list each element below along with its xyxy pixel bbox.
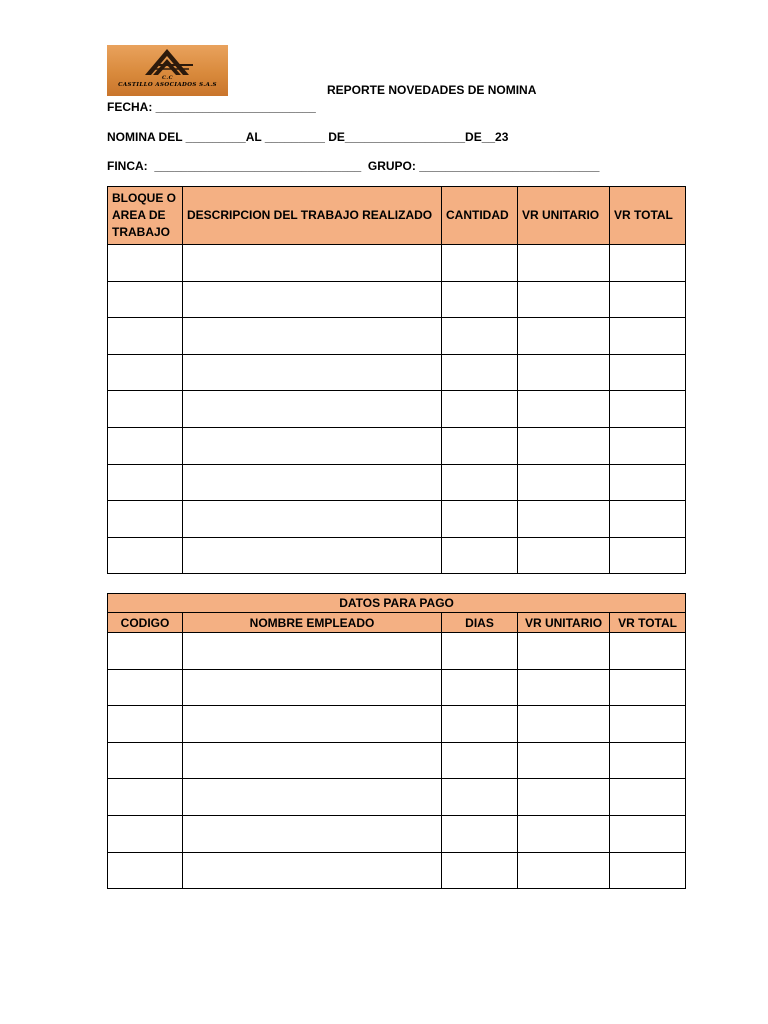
table-cell[interactable]	[183, 427, 442, 464]
table-row	[108, 537, 686, 574]
table-cell[interactable]	[610, 852, 686, 889]
table-row	[108, 281, 686, 318]
table-cell[interactable]	[518, 815, 610, 852]
table-cell[interactable]	[518, 391, 610, 428]
table-row	[108, 501, 686, 538]
table-row	[108, 245, 686, 282]
table-cell[interactable]	[183, 669, 442, 706]
table-cell[interactable]	[518, 779, 610, 816]
col-vr-total-header: VR TOTAL	[610, 613, 686, 633]
table-row	[108, 815, 686, 852]
col-descripcion-header: DESCRIPCION DEL TRABAJO REALIZADO	[183, 187, 442, 245]
nomina-line: NOMINA DEL _________AL _________ DE__________________DE__23	[107, 130, 509, 144]
table-cell[interactable]	[610, 633, 686, 670]
table-cell[interactable]	[183, 706, 442, 743]
col-bloque-line-2: AREA DE	[112, 208, 166, 222]
table-cell[interactable]	[442, 245, 518, 282]
work-table-header	[108, 187, 686, 245]
col-nombre-empleado-header: NOMBRE EMPLEADO	[183, 613, 442, 633]
table-cell[interactable]	[518, 281, 610, 318]
table-cell[interactable]	[108, 281, 183, 318]
table-cell[interactable]	[610, 742, 686, 779]
table-cell[interactable]	[610, 537, 686, 574]
table-cell[interactable]	[610, 501, 686, 538]
table-cell[interactable]	[442, 281, 518, 318]
payment-table-title-row	[108, 594, 686, 613]
table-cell[interactable]	[183, 852, 442, 889]
table-cell[interactable]	[442, 318, 518, 355]
table-cell[interactable]	[610, 427, 686, 464]
table-cell[interactable]	[442, 427, 518, 464]
table-cell[interactable]	[108, 354, 183, 391]
table-cell[interactable]	[610, 669, 686, 706]
table-row	[108, 742, 686, 779]
table-cell[interactable]	[108, 633, 183, 670]
table-cell[interactable]	[183, 318, 442, 355]
table-cell[interactable]	[610, 815, 686, 852]
col-cantidad-header: CANTIDAD	[442, 187, 518, 245]
table-cell[interactable]	[108, 706, 183, 743]
table-row	[108, 318, 686, 355]
table-cell[interactable]	[518, 427, 610, 464]
table-row	[108, 633, 686, 670]
table-cell[interactable]	[183, 354, 442, 391]
table-cell[interactable]	[108, 318, 183, 355]
table-cell[interactable]	[183, 779, 442, 816]
table-cell[interactable]	[610, 391, 686, 428]
table-cell[interactable]	[518, 464, 610, 501]
table-cell[interactable]	[610, 281, 686, 318]
table-row	[108, 464, 686, 501]
roof-icon	[107, 45, 228, 96]
document-title: REPORTE NOVEDADES DE NOMINA	[327, 83, 537, 97]
table-row	[108, 427, 686, 464]
table-cell[interactable]	[183, 281, 442, 318]
fecha-line: FECHA: ________________________	[107, 100, 316, 114]
table-cell[interactable]	[108, 464, 183, 501]
table-cell[interactable]	[183, 501, 442, 538]
table-cell[interactable]	[442, 779, 518, 816]
work-report-table	[107, 186, 686, 574]
table-cell[interactable]	[183, 537, 442, 574]
table-cell[interactable]	[610, 318, 686, 355]
table-cell[interactable]	[442, 354, 518, 391]
table-cell[interactable]	[442, 501, 518, 538]
table-cell[interactable]	[108, 501, 183, 538]
table-cell[interactable]	[108, 391, 183, 428]
table-cell[interactable]	[518, 742, 610, 779]
payment-table-title: DATOS PARA PAGO	[108, 594, 686, 613]
col-bloque-line-3: TRABAJO	[112, 225, 171, 239]
table-cell[interactable]	[442, 464, 518, 501]
table-cell[interactable]	[442, 391, 518, 428]
table-cell[interactable]	[183, 245, 442, 282]
col-vr-unitario-header: VR UNITARIO	[518, 187, 610, 245]
table-cell[interactable]	[610, 354, 686, 391]
table-cell[interactable]	[518, 354, 610, 391]
table-cell[interactable]	[442, 742, 518, 779]
table-cell[interactable]	[108, 669, 183, 706]
table-row	[108, 852, 686, 889]
table-cell[interactable]	[183, 464, 442, 501]
table-cell[interactable]	[108, 779, 183, 816]
table-cell[interactable]	[610, 779, 686, 816]
col-bloque-area-header	[108, 187, 183, 245]
col-vr-total-header: VR TOTAL	[610, 187, 686, 245]
finca-grupo-line: FINCA: _______________________________ GRUPO: ___________________________	[107, 159, 600, 173]
payment-data-table	[107, 593, 686, 889]
table-row	[108, 779, 686, 816]
table-cell[interactable]	[518, 318, 610, 355]
table-row	[108, 669, 686, 706]
payment-table-header	[108, 613, 686, 633]
col-bloque-line-1: BLOQUE O	[112, 191, 177, 205]
table-cell[interactable]	[108, 427, 183, 464]
table-cell[interactable]	[610, 464, 686, 501]
table-cell[interactable]	[183, 633, 442, 670]
table-cell[interactable]	[183, 391, 442, 428]
table-cell[interactable]	[518, 501, 610, 538]
table-cell[interactable]	[442, 706, 518, 743]
company-logo	[107, 45, 228, 96]
table-cell[interactable]	[518, 669, 610, 706]
logo-company-name: CASTILLO ASOCIADOS S.A.S	[118, 82, 217, 88]
table-cell[interactable]	[183, 815, 442, 852]
col-codigo-header: CODIGO	[108, 613, 183, 633]
table-row	[108, 706, 686, 743]
table-cell[interactable]	[442, 633, 518, 670]
table-cell[interactable]	[442, 815, 518, 852]
table-cell[interactable]	[518, 706, 610, 743]
col-vr-unitario-header: VR UNITARIO	[518, 613, 610, 633]
table-cell[interactable]	[442, 852, 518, 889]
table-cell[interactable]	[442, 669, 518, 706]
table-cell[interactable]	[610, 245, 686, 282]
table-cell[interactable]	[442, 537, 518, 574]
logo-initials: C.C	[161, 75, 174, 81]
table-cell[interactable]	[108, 815, 183, 852]
table-cell[interactable]	[108, 852, 183, 889]
table-cell[interactable]	[518, 852, 610, 889]
table-cell[interactable]	[183, 742, 442, 779]
table-cell[interactable]	[108, 537, 183, 574]
col-dias-header: DIAS	[442, 613, 518, 633]
table-row	[108, 391, 686, 428]
table-cell[interactable]	[108, 742, 183, 779]
table-row	[108, 354, 686, 391]
table-cell[interactable]	[518, 537, 610, 574]
table-cell[interactable]	[518, 633, 610, 670]
table-cell[interactable]	[518, 245, 610, 282]
table-cell[interactable]	[610, 706, 686, 743]
table-cell[interactable]	[108, 245, 183, 282]
